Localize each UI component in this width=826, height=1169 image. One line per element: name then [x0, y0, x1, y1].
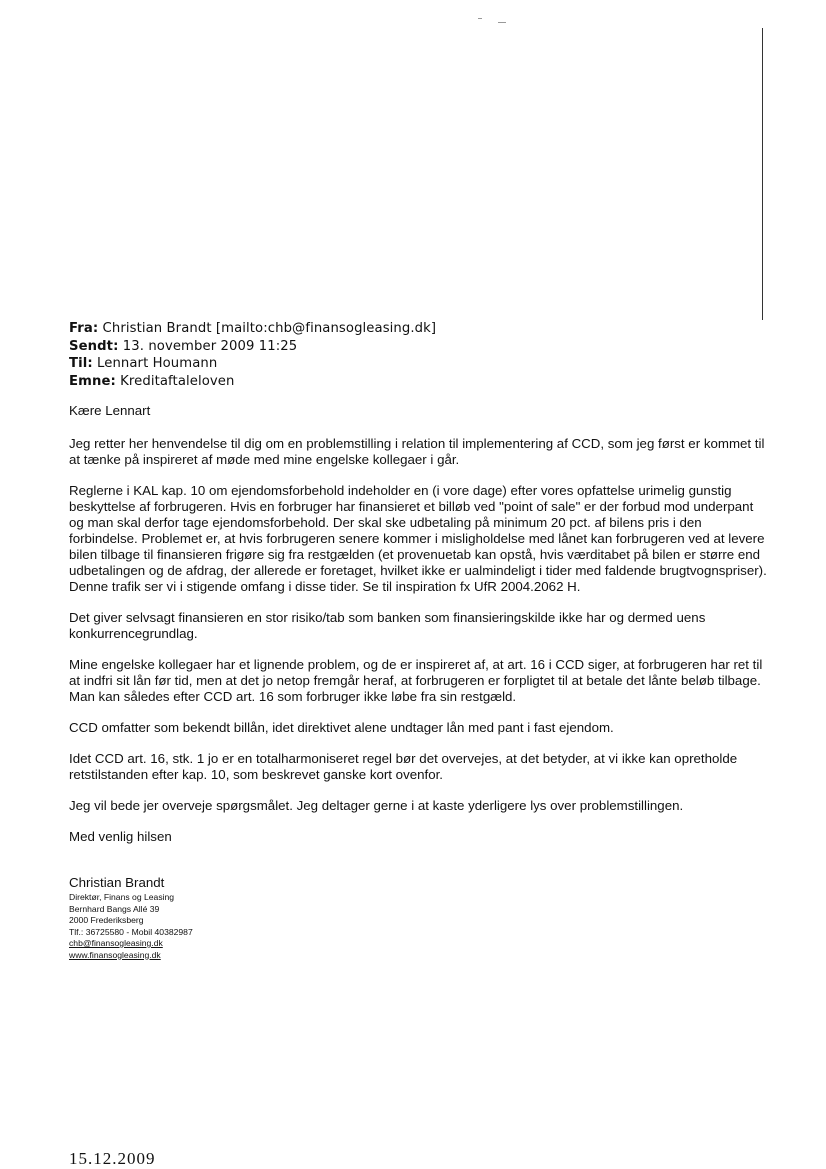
email-header [69, 320, 436, 391]
body-paragraph: Reglerne i KAL kap. 10 om ejendomsforbehold indeholder en (i vore dage) efter vores opfattelse urimelig gunstig beskyttelse af forbrugeren. Hvis en forbruger har finansieret et billøb ved "point of sale" er der forbud mod underpant og man skal derfor tage ejendomsforbehold. Der skal ske udbetaling på minimum 20 pct. af bilens pris i den forbindelse. Problemet er, at hvis forbrugeren senere kommer i misligholdelse med lånet kan forbrugeren ved at levere bilen tilbage til finansieren frigøre sig fra restgælden (et provenuetab kan opstå, hvis værditabet på bilen er større end udbetalingen og de afdrag, der allerede er foretaget, hvilket ikke er ualmindeligt i tider med faldende brugtvognspriser). Denne trafik ser vi i stigende omfang i disse tider. Se til inspiration fx UfR 2004.2062 H. [69, 483, 767, 594]
subject-row [69, 373, 436, 391]
sent-value: 13. november 2009 11:25 [122, 338, 298, 354]
to-label: Til: [69, 356, 93, 372]
scan-edge-line [762, 28, 763, 320]
body-paragraph: Jeg vil bede jer overveje spørgsmålet. Jeg deltager gerne i at kaste yderligere lys over problemstillingen. [69, 798, 684, 813]
greeting: Kære Lennart [69, 403, 151, 418]
to-row [69, 355, 436, 373]
signature-details [69, 892, 193, 961]
subject-value: Kreditaftaleloven [120, 374, 235, 390]
body-paragraph: Mine engelske kollegaer har et lignende problem, og de er inspireret af, at art. 16 i CCD siger, at forbrugeren har ret til at indfri sit lån før tid, men at det jo netop fremgår heraf, at forbrugeren er forpligtet til at betale det lånte beløb tilbage. Man kan således efter CCD art. 16 som forbruger ikke løbe fra sin restgæld. [69, 657, 763, 704]
closing: Med venlig hilsen [69, 829, 172, 844]
subject-label: Emne: [69, 374, 116, 390]
from-value: Christian Brandt [mailto:chb@finansogleasing.dk] [102, 321, 437, 336]
signature-name: Christian Brandt [69, 875, 165, 890]
body-paragraph: CCD omfatter som bekendt billån, idet direktivet alene undtager lån med pant i fast ejendom. [69, 720, 614, 735]
sent-label: Sendt: [69, 338, 119, 354]
sent-row [69, 338, 436, 356]
body-paragraph: Det giver selvsagt finansieren en stor risiko/tab som banken som finansieringskilde ikke har og dermed uens konkurrencegrundlag. [69, 610, 706, 641]
scan-speck [498, 22, 506, 23]
to-value: Lennart Houmann [97, 356, 218, 372]
body-paragraph: Jeg retter her henvendelse til dig om en problemstilling i relation til implementering af CCD, som jeg først er kommet til at tænke på inspireret af møde med mine engelske kollegaer i går. [69, 436, 765, 467]
signature-website-link[interactable]: www.finansogleasing.dk [69, 949, 161, 960]
footer-date: 15.12.2009 [69, 1149, 156, 1168]
scan-speck [478, 18, 482, 19]
signature-street: Bernhard Bangs Allé 39 [69, 903, 160, 914]
signature-city: 2000 Frederiksberg [69, 915, 144, 925]
from-label: Fra: [69, 321, 99, 336]
body-paragraph: Idet CCD art. 16, stk. 1 jo er en totalharmoniseret regel bør det overvejes, at det betyder, at vi ikke kan opretholde retstilstanden efter kap. 10, som beskrevet ganske kort ovenfor. [69, 751, 738, 782]
from-row [69, 320, 436, 338]
signature-phone: Tlf.: 36725580 - Mobil 40382987 [69, 926, 193, 937]
email-body [69, 403, 769, 860]
signature-email-link[interactable]: chb@finansogleasing.dk [69, 938, 163, 948]
signature-title: Direktør, Finans og Leasing [69, 892, 175, 902]
